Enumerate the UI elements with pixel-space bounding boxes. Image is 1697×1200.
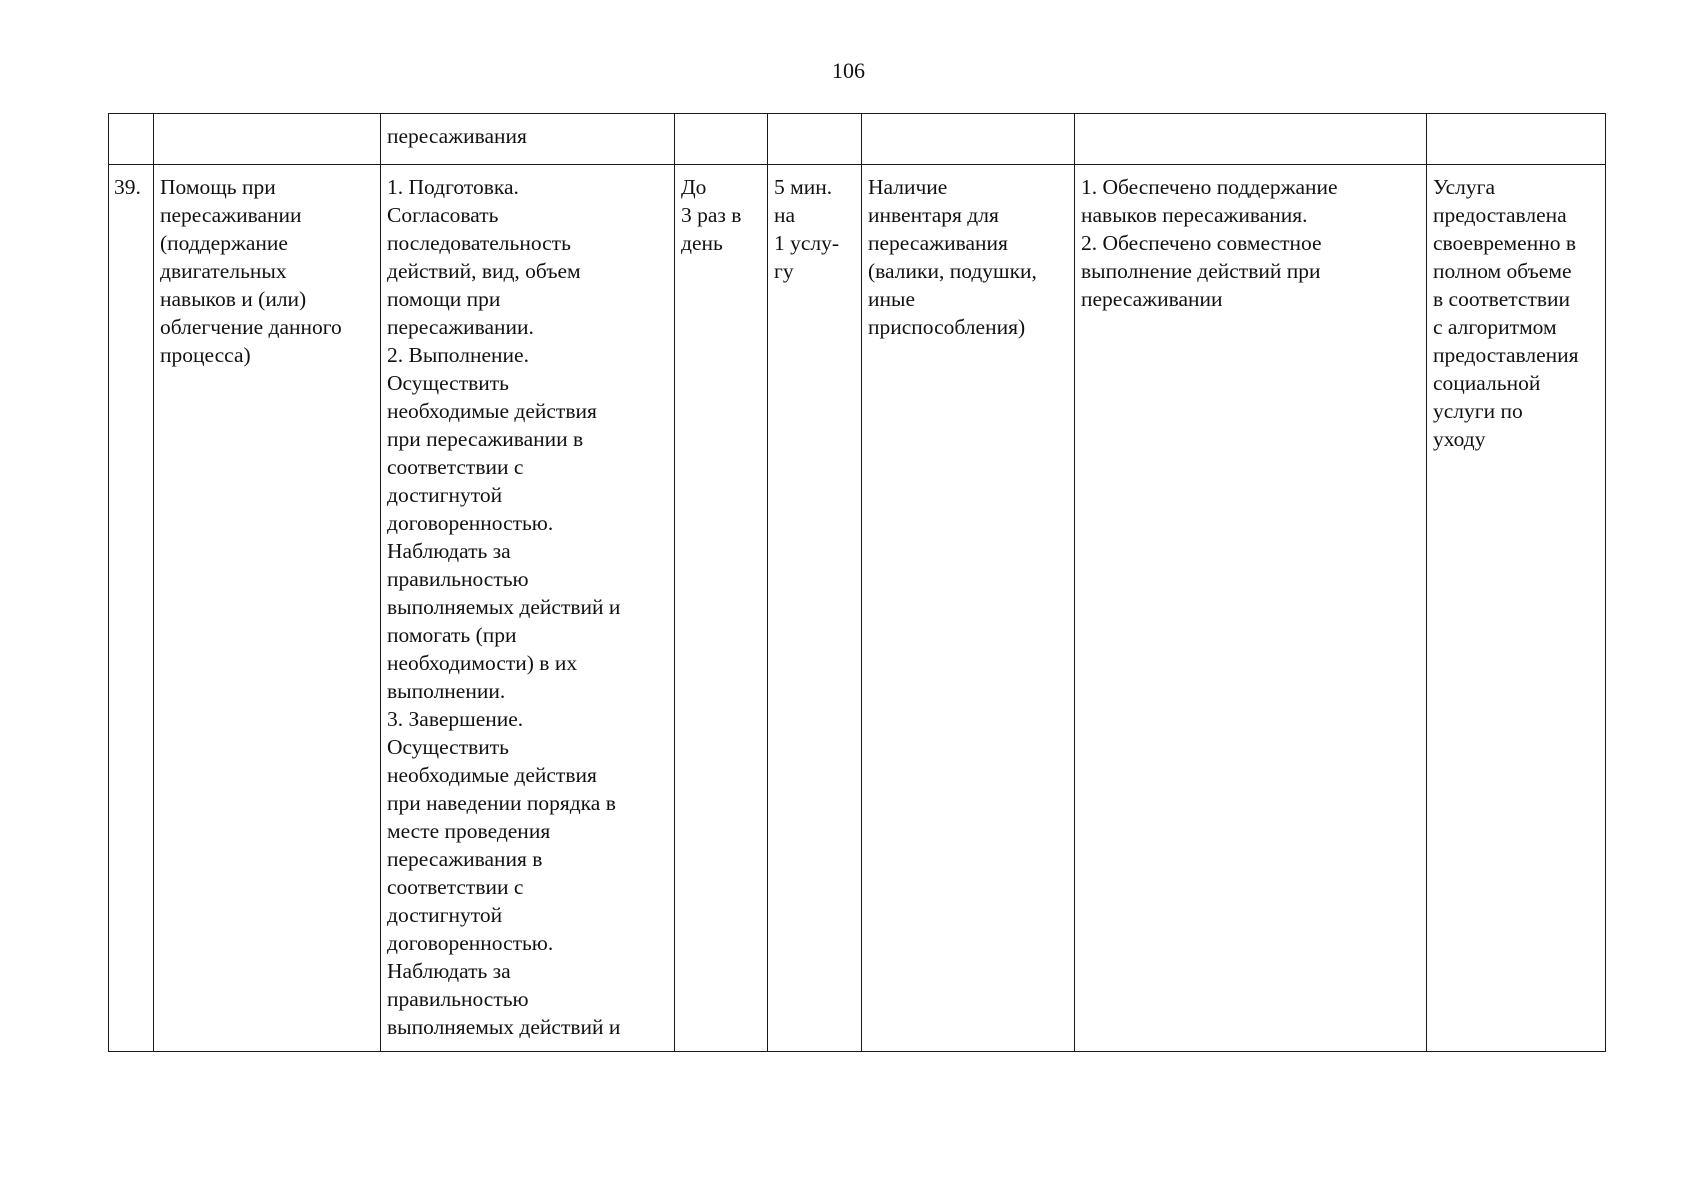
text-line: 1. Обеспечено поддержание [1081,175,1338,199]
text-line: Помощь при [160,175,276,199]
text-line: день [681,231,723,255]
text-line: при пересаживании в [387,427,584,451]
text-line: социальной [1433,371,1541,395]
text-line: пересаживании [160,203,302,227]
text-line: 1 услу- [774,231,840,255]
text-line: (поддержание [160,231,288,255]
cell-assessment [1427,114,1606,165]
procedure-cell [381,165,675,1052]
text-line: правильностью [387,987,529,1011]
cell-conditions [862,114,1075,165]
text-line: необходимые действия [387,763,597,787]
text-line: навыков и (или) [160,287,307,311]
results-cell [1075,165,1427,1052]
text-line: облегчение данного [160,315,342,339]
text-line: месте проведения [387,819,551,843]
text-line: необходимые действия [387,399,597,423]
text-line: правильностью [387,567,529,591]
text-line: иные [868,287,915,311]
assessment-cell [1427,165,1606,1052]
frequency-cell [675,165,768,1052]
text-line: соответствии с [387,875,524,899]
page-number: 106 [832,58,865,83]
text-line: выполняемых действий и [387,1015,621,1039]
text-line: необходимости) в их [387,651,578,675]
cell-frequency [675,114,768,165]
text-line: предоставлена [1433,203,1567,227]
text-line: при наведении порядка в [387,791,616,815]
text-line: помощи при [387,287,501,311]
text-line: До [681,175,707,199]
duration-cell [768,165,862,1052]
text-line: предоставления [1433,343,1579,367]
text-line: достигнутой [387,483,503,507]
conditions-cell [862,165,1075,1052]
text-line: Согласовать [387,203,499,227]
text-line: 2. Выполнение. [387,343,529,367]
cell-duration [768,114,862,165]
service-name-cell [154,165,381,1052]
text-line: последовательность [387,231,571,255]
text-line: Услуга [1433,175,1496,199]
text-line: в соответствии [1433,287,1571,311]
cell-procedure [381,114,675,165]
service-standard-table [108,113,1606,1052]
text-line: помогать (при [387,623,517,647]
text-line: действий, вид, объем [387,259,581,283]
text-line: приспособления) [868,315,1026,339]
continuation-row [109,114,1606,165]
text-line: двигательных [160,259,287,283]
text-line: 3 раз в [681,203,742,227]
cell-results [1075,114,1427,165]
row-number [109,165,154,1052]
text-line: 5 мин. [774,175,833,199]
text-line: уходу [1433,427,1486,451]
text-line: Наличие [868,175,948,199]
text-line: договоренностью. [387,931,554,955]
text-line: своевременно в [1433,231,1576,255]
text-line: Наблюдать за [387,959,511,983]
cell-number [109,114,154,165]
text-line: услуги по [1433,399,1523,423]
text-line: пересаживания в [387,847,543,871]
text-line: договоренностью. [387,511,554,535]
text-line: гу [774,259,794,283]
text-line: выполнение действий при [1081,259,1321,283]
text-line: соответствии с [387,455,524,479]
text-line: полном объеме [1433,259,1572,283]
text-line: пересаживании [1081,287,1223,311]
text-line: с алгоритмом [1433,315,1557,339]
cell-service [154,114,381,165]
text-line: пересаживания [868,231,1008,255]
text-line: 2. Обеспечено совместное [1081,231,1322,255]
text-line: 1. Подготовка. [387,175,519,199]
text-line: пересаживании. [387,315,534,339]
text-line: процесса) [160,343,251,367]
procedure-tail-text: пересаживания [387,124,527,148]
text-line: Осуществить [387,735,509,759]
text-line: 3. Завершение. [387,707,524,731]
text-line: (валики, подушки, [868,259,1037,283]
text-line: на [774,203,796,227]
text-line: Наблюдать за [387,539,511,563]
table-row-39 [109,165,1606,1052]
text-line: выполняемых действий и [387,595,621,619]
row-number-text: 39. [114,175,141,199]
text-line: навыков пересаживания. [1081,203,1308,227]
text-line: инвентаря для [868,203,999,227]
text-line: достигнутой [387,903,503,927]
text-line: Осуществить [387,371,509,395]
text-line: выполнении. [387,679,506,703]
